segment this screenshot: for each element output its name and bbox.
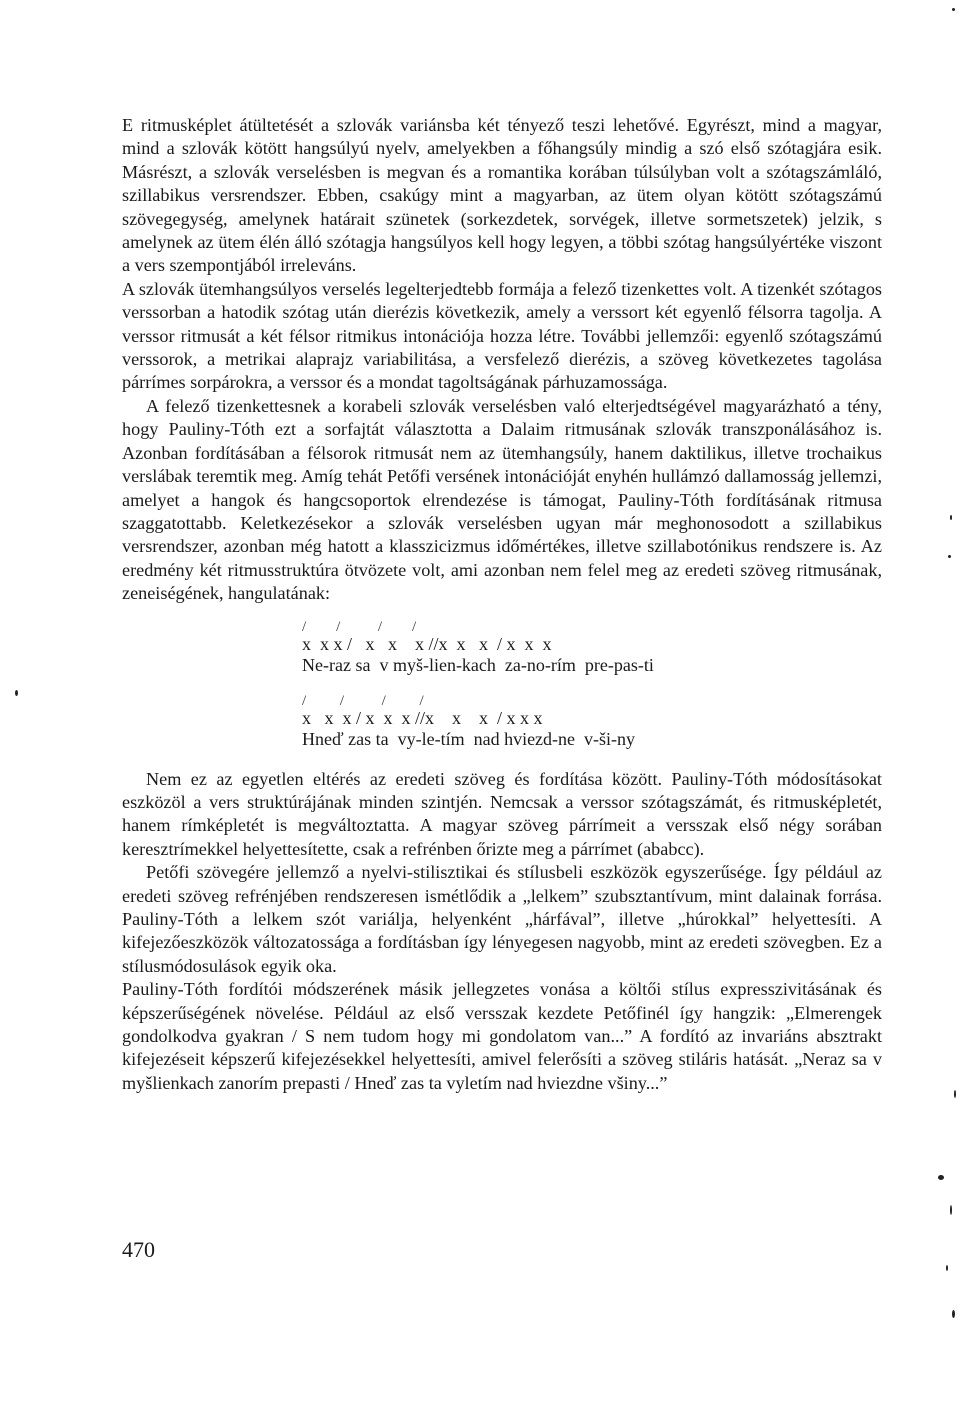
scan-speck (946, 1265, 948, 1271)
scan-speck (938, 1175, 944, 1180)
paragraph: A szlovák ütemhangsúlyos verselés legelterjedtebb formája a felező tizenkettes volt. A tizenkét szótagos verssorban a hatodik szótag után dierézis következik, amely a verssort két egyenlő félsorra tagolja. A verssor ritmusát a két félsor ritmikus intonációja hozza létre. További jellemzői: egyenlő szótagszámú verssorok, a metrikai alaprajz variabilitása, a versfelező dierézis, a szöveg következetes tagolása párrímes sorpárokra, a verssor és a mondat tagoltságának párhuzamossága. (122, 278, 882, 393)
scan-speck (15, 690, 18, 696)
rhythm-scheme (302, 620, 782, 750)
scan-speck (952, 8, 955, 11)
paragraph: Pauliny-Tóth fordítói módszerének másik jellegzetes vonása a költői stílus expresszivitásának és képszerűségének növelése. Például az első versszak kezdete Petőfinél így hangzik: „Elmerengek gondolkodva gyakran / S nem tudom hogy mi gondolatom van...” A fordító az invariáns absztrakt kifejezéseit képszerű kifejezésekkel helyettesíti, amivel felerősíti a szöveg stiláris hatását. „Neraz sa v myšlienkach zanorím prepasti / Hneď zas ta vyletím nad hviezdne všiny...” (122, 979, 882, 1093)
paragraph: Petőfi szövegére jellemző a nyelvi-stilisztikai és stílusbeli eszközök egyszerűsége. Így például az eredeti szöveg refrénjében rendszeresen ismétlődik a „lelkem” szubsztantívum, mint dalainak forrása. Pauliny-Tóth a lelkem szót variálja, helyenként „hárfával”, illetve „húrokkal” helyettesíti. A kifejezőeszközök változatossága a fordításban így lényegesen nagyobb, mint az eredeti szövegben. Ez a stílusmódosulások egyik oka. (122, 862, 882, 976)
paragraph: A felező tizenkettesnek a korabeli szlovák verselésben való elterjedtségével magyarázható a tény, hogy Pauliny-Tóth ezt a sorfajtát választotta a Dalaim ritmusának szlovák transzponálásához is. Azonban fordításában a félsorok ritmusát nem az ütemhangsúly, hanem daktilikus, illetve trochaikus verslábak teremtik meg. Amíg tehát Petőfi versének intonációját enyhén hullámzó dallamosság jellemzi, amelyet a hangok és hangcsoportok elrendezése is támogat, Pauliny-Tóth fordításának ritmusa szaggatottabb. Keletkezésekor a szlovák verselésben ugyan már meghonosodott a szillabikus versrendszer, azonban még hatott a klasszicizmus időmértékes, illetve szillabotónikus rendszere is. Az eredmény két ritmusstruktúra ötvözete volt, ami azonban nem felel meg az eredeti szöveg ritmusának, zeneiségének, hangulatának: (122, 395, 882, 604)
page-number: 470 (122, 1237, 155, 1262)
verse-line: Hneď zas ta vy-le-tím nad hviezd-ne v-ši-ny (302, 728, 636, 749)
page-body (122, 114, 882, 1095)
verse-line: Ne-raz sa v myš-lien-kach za-no-rím pre-pas-ti (302, 654, 654, 675)
metric-marks: x x x / x x x //x x x / x x x (302, 633, 552, 654)
accent-marks: / / / / (302, 618, 417, 635)
scan-speck (952, 1310, 955, 1318)
scan-speck (950, 515, 952, 520)
paragraph: E ritmusképlet átültetését a szlovák variánsba két tényező teszi lehetővé. Egyrészt, mind a magyar, mind a szlovák kötött hangsúlyú nyelv, amelyekben a főhangsúly mindig a szó első szótagjára esik. Másrészt, a szlovák verselésben is megvan és a romantika korában túlsúlyban volt a szótagszámláló, szillabikus versrendszer. Ebben, csakúgy mint a magyarban, az ütem olyan kötött szótagszámú szövegegység, amelynek határait szünetek (sorkezdetek, sorvégek, illetve sormetszetek) jelzik, s amelynek az ütem élén álló szótagja hangsúlyos kell hogy legyen, a többi szótag hangsúlyértéke viszont a vers szempontjából irreleváns. (122, 115, 882, 276)
scan-speck (948, 555, 951, 558)
paragraph: Nem ez az egyetlen eltérés az eredeti szöveg és fordítása között. Pauliny-Tóth módosításokat eszközöl a vers struktúrájának minden szintjén. Nemcsak a verssor szótagszámát, és ritmusképletét, hanem rímképletét is megváltoztatta. A magyar szöveg párrímeit a versszak első négy sorában keresztrímekkel helyettesítette, csak a refrénben őrizte meg a párrímet (ababcc). (122, 768, 882, 859)
accent-marks: / / / / (302, 692, 424, 709)
scan-speck (950, 1205, 952, 1215)
metric-marks: x x x / x x x //x x x / x x x (302, 707, 543, 728)
scan-speck (954, 1090, 956, 1098)
